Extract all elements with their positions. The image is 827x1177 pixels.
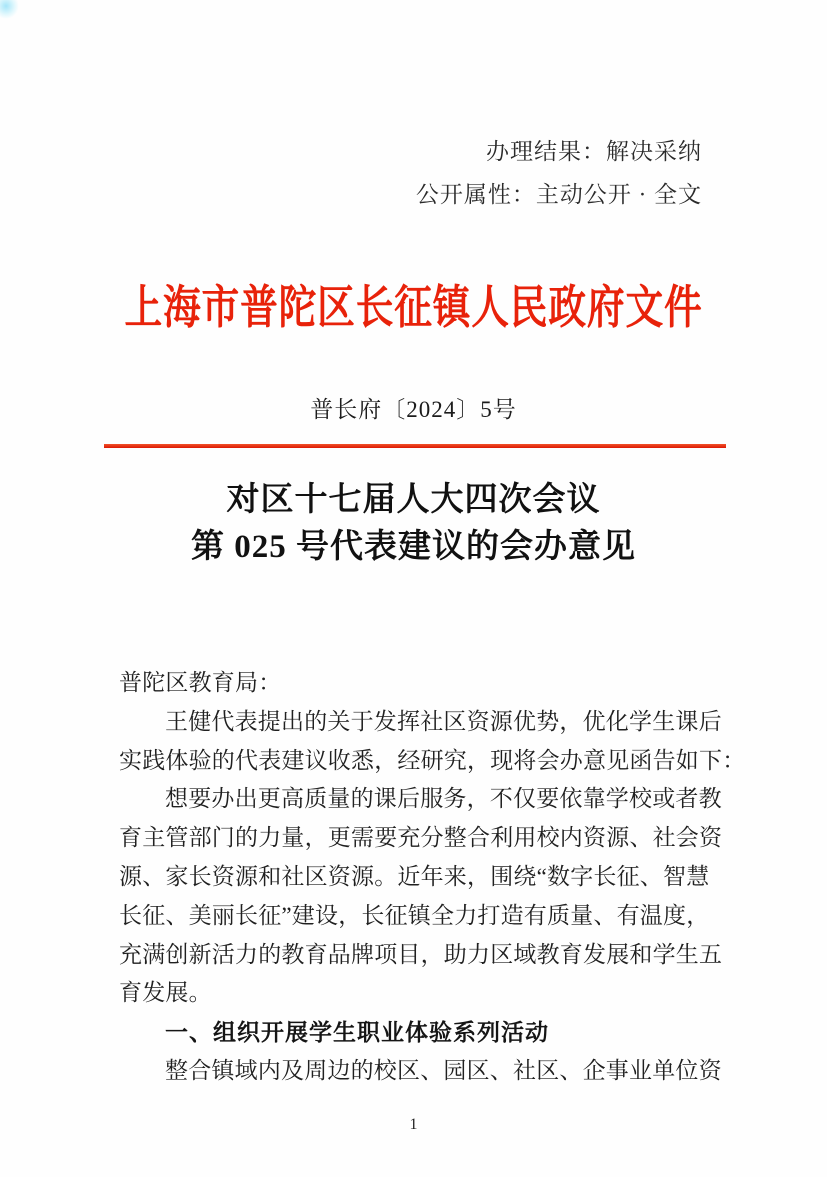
- masthead-divider-rule: [104, 444, 726, 448]
- body-line: 充满创新活力的教育品牌项目，助力区域教育发展和学生五: [119, 941, 723, 967]
- body-line: 育发展。: [119, 980, 212, 1006]
- document-title-line1: 对区十七届人大四次会议: [226, 482, 601, 518]
- body-line: 育主管部门的力量，更需要充分整合利用校内资源、社会资: [119, 825, 723, 851]
- document-body: [119, 664, 746, 1091]
- masthead-title: 上海市普陀区长征镇人民政府文件: [124, 282, 703, 333]
- document-title-line2: 第 025 号代表建议的会办意见: [191, 529, 636, 565]
- body-line-salutation: 普陀区教育局：: [119, 670, 282, 695]
- body-line: 长征、美丽长征”建设，长征镇全力打造有质量、有温度，: [119, 902, 710, 928]
- meta-block: [416, 130, 702, 216]
- body-line: 整合镇域内及周边的校区、园区、社区、企事业单位资: [165, 1057, 722, 1083]
- handling-result-line: 办理结果：解决采纳: [486, 139, 702, 164]
- document-title: [0, 477, 827, 571]
- body-line: 王健代表提出的关于发挥社区资源优势，优化学生课后: [165, 708, 722, 734]
- body-line: 想要办出更高质量的课后服务，不仅要依靠学校或者教: [165, 786, 722, 812]
- document-number: 普长府〔2024〕5号: [310, 397, 517, 422]
- publicity-attribute-line: 公开属性：主动公开 · 全文: [415, 182, 702, 207]
- body-line: 实践体验的代表建议收悉，经研究，现将会办意见函告如下：: [119, 747, 746, 773]
- body-line: 源、家长资源和社区资源。近年来，围绕“数字长征、智慧: [119, 863, 710, 889]
- scan-artifact-corner: [0, 0, 19, 19]
- page-number: 1: [409, 1116, 418, 1133]
- body-section-heading: 一、组织开展学生职业体验系列活动: [165, 1019, 549, 1046]
